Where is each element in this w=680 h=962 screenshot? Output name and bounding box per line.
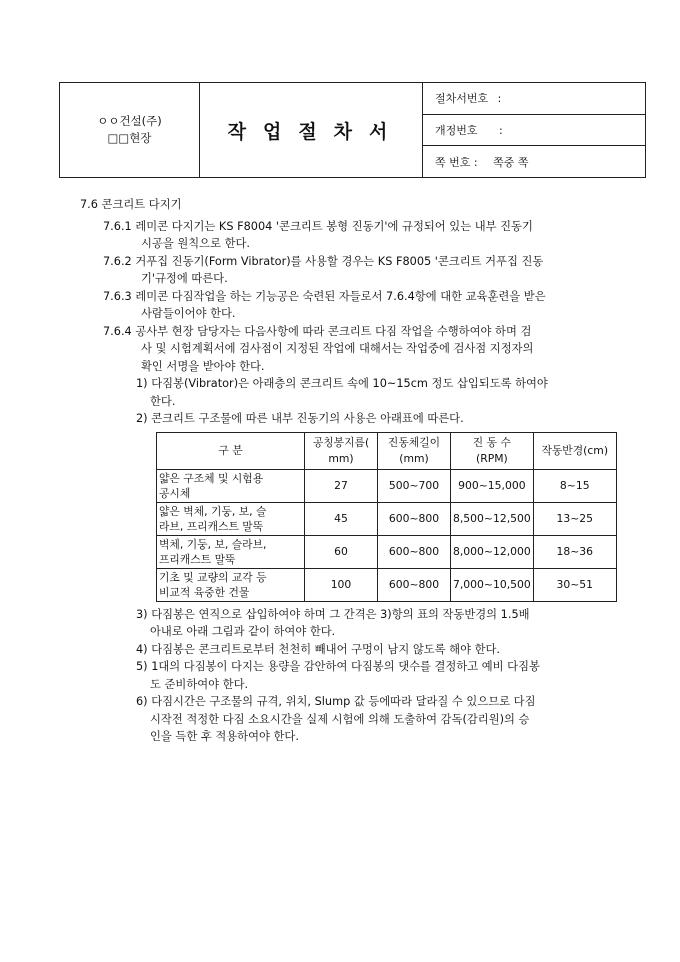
row-category: 얇은 벽체, 기둥, 보, 슬 라브, 프리캐스트 말뚝 (157, 502, 305, 535)
subitem-text: 도 준비하여야 한다. (150, 677, 249, 691)
item-text: 공사부 현장 담당자는 다음사항에 따라 콘크리트 다짐 작업을 수행하여야 하며 검 (135, 324, 532, 338)
row-category: 벽체, 기둥, 보, 슬라브, 프리캐스트 말뚝 (157, 535, 305, 568)
item-number: 7.6.4 (103, 324, 132, 338)
document-header-table (59, 82, 646, 178)
subitem-text: 인을 득한 후 적용하여야 한다. (150, 730, 299, 743)
subitem-4 (80, 641, 640, 659)
item-7-6-2 (80, 253, 640, 288)
item-text: 기'규정에 따른다. (141, 272, 228, 285)
header-nominal-diameter: 공칭봉지름( mm) (305, 432, 378, 469)
subitem-text: 다짐봉은 연직으로 삽입하여야 하며 그 간격은 3)항의 표의 작동반경의 1.5배 (151, 607, 530, 621)
row-vibrator-length: 600~800 (378, 502, 451, 535)
subitem-5 (80, 658, 640, 693)
item-text: 확인 서명을 받아야 한다. (141, 359, 265, 373)
item-text: 시공을 원칙으로 한다. (141, 237, 250, 250)
subitem-text: 다짐봉(Vibrator)은 아래층의 콘크리트 속에 10~15cm 정도 삽입되도록 하여야 (151, 377, 548, 390)
header-frequency: 진 동 수 (RPM) (451, 432, 534, 469)
item-number: 7.6.3 (103, 289, 132, 303)
header-vibrator-length: 진동체길이 (mm) (378, 432, 451, 469)
revision-number-label: 개정번호 (435, 123, 478, 137)
company-name: ㅇㅇ건설(주) (97, 114, 162, 128)
subitem-number: 2) (136, 412, 148, 425)
subitem-number: 3) (136, 607, 148, 621)
row-nominal-diameter: 27 (305, 469, 378, 502)
document-title: 작업절차서 (200, 83, 423, 178)
table-header-row (157, 432, 617, 469)
table-row (157, 502, 617, 535)
subitem-text: 다짐봉은 콘크리트로부터 천천히 빼내어 구멍이 남지 않도록 해야 한다. (151, 642, 500, 656)
row-frequency: 7,000~10,500 (451, 568, 534, 601)
page-number-value: 쪽중 쪽 (493, 155, 529, 169)
row-working-radius: 8~15 (533, 469, 616, 502)
item-text: 레미콘 다짐작업을 하는 기능공은 숙련된 자들로서 7.6.4항에 대한 교육훈련을 받은 (135, 289, 546, 303)
procedure-number-field (423, 83, 646, 115)
row-category: 기초 및 교량의 교각 등 비교적 육중한 건물 (157, 568, 305, 601)
subitem-2 (80, 410, 640, 428)
row-nominal-diameter: 45 (305, 502, 378, 535)
document-body (80, 196, 640, 746)
row-vibrator-length: 600~800 (378, 535, 451, 568)
row-vibrator-length: 600~800 (378, 568, 451, 601)
section-title: 7.6 콘크리트 다지기 (80, 198, 182, 211)
table-row (157, 469, 617, 502)
subitem-number: 5) (136, 660, 148, 673)
page-number-label: 쪽 번호 : (435, 155, 478, 169)
item-7-6-3 (80, 288, 640, 323)
section-items (80, 218, 640, 376)
subitem-text: 시작전 적정한 다짐 소요시간을 실제 시험에 의해 도출하여 감독(감리원)의 승 (150, 712, 530, 726)
subitem-1 (80, 375, 640, 410)
revision-number-field (423, 114, 646, 146)
company-cell (60, 83, 200, 178)
item-text: 사람들이어야 한다. (141, 307, 236, 320)
item-number: 7.6.2 (103, 254, 132, 268)
item-7-6-1 (80, 218, 640, 253)
revision-number-value: : (499, 123, 503, 137)
header-working-radius: 작동반경(cm) (533, 432, 616, 469)
subitem-number: 6) (136, 695, 148, 708)
table-row (157, 568, 617, 601)
item-number: 7.6.1 (103, 219, 132, 233)
row-working-radius: 18~36 (533, 535, 616, 568)
subitem-3 (80, 606, 640, 641)
subitem-text: 다짐시간은 구조물의 규격, 위치, Slump 값 등에따라 달라질 수 있으므로 다짐 (151, 695, 536, 708)
item-7-6-4 (80, 323, 640, 376)
row-frequency: 8,000~12,000 (451, 535, 534, 568)
subitem-text: 1대의 다짐봉이 다지는 용량을 감안하여 다짐봉의 댓수를 결정하고 예비 다짐봉 (151, 660, 540, 673)
item-text: 거푸집 진동기(Form Vibrator)를 사용할 경우는 KS F8005 '콘크리트 거푸집 진동 (135, 254, 544, 268)
header-category: 구 분 (157, 432, 305, 469)
row-category: 얇은 구조체 및 시험용 공시체 (157, 469, 305, 502)
row-nominal-diameter: 100 (305, 568, 378, 601)
row-frequency: 8,500~12,500 (451, 502, 534, 535)
item-text: 사 및 시험계획서에 검사점이 지정된 작업에 대해서는 작업중에 검사점 지정자의 (141, 342, 534, 355)
row-nominal-diameter: 60 (305, 535, 378, 568)
procedure-number-label: 절차서번호 (435, 92, 489, 106)
page-number-field (423, 146, 646, 178)
subitem-number: 1) (136, 377, 148, 390)
procedure-number-value: : (497, 92, 502, 106)
row-working-radius: 30~51 (533, 568, 616, 601)
table-row (157, 535, 617, 568)
row-vibrator-length: 500~700 (378, 469, 451, 502)
subitem-number: 4) (136, 642, 148, 656)
subitem-6 (80, 693, 640, 746)
vibrator-spec-table (156, 432, 617, 602)
subitem-text: 한다. (150, 394, 176, 408)
item-text: 레미콘 다지기는 KS F8004 '콘크리트 봉형 진동기'에 규정되어 있는 내부 진동기 (135, 219, 533, 233)
site-name: □□현장 (107, 131, 152, 145)
subitem-text: 콘크리트 구조물에 따른 내부 진동기의 사용은 아래표에 따른다. (151, 412, 464, 425)
row-frequency: 900~15,000 (451, 469, 534, 502)
row-working-radius: 13~25 (533, 502, 616, 535)
subitem-text: 아내로 아래 그림과 같이 하여야 한다. (150, 625, 336, 638)
